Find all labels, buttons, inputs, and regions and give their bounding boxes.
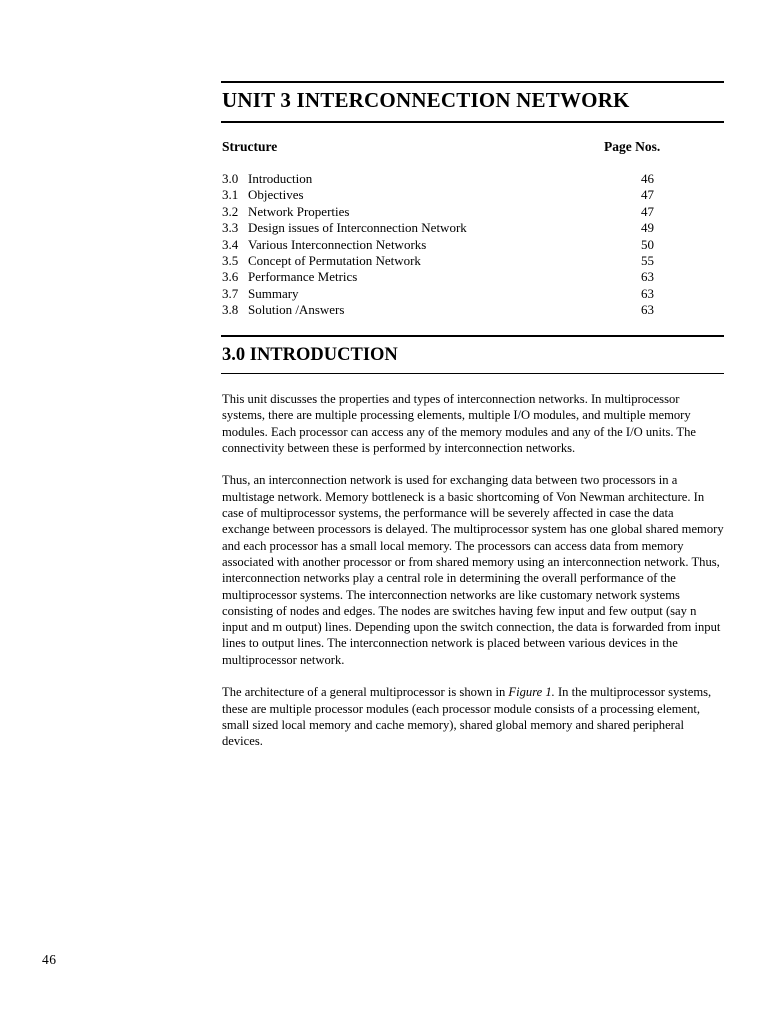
table-of-contents: [222, 171, 654, 319]
toc-page-number: 63: [641, 269, 654, 285]
toc-row: [222, 253, 654, 269]
toc-number: 3.5: [222, 252, 239, 268]
page-nos-heading: Page Nos.: [604, 139, 661, 154]
toc-number: 3.8: [222, 302, 239, 318]
title-top-rule: [221, 81, 724, 83]
toc-row: [222, 204, 654, 220]
toc-title: Various Interconnection Networks: [248, 236, 427, 252]
toc-number: 3.4: [222, 236, 239, 252]
page-number: 46: [42, 952, 57, 967]
toc-title: Objectives: [248, 187, 304, 203]
toc-number: 3.1: [222, 187, 239, 203]
toc-title: Solution /Answers: [248, 302, 345, 318]
toc-title: Summary: [248, 285, 299, 301]
toc-row: [222, 187, 654, 203]
toc-number: 3.2: [222, 203, 239, 219]
section-bottom-rule: [221, 373, 724, 374]
toc-number: 3.7: [222, 285, 239, 301]
paragraph-1: This unit discusses the properties and types of interconnection networks. In multiprocessor systems, there are multiple processing elements, multiple I/O modules, and multiple memory modules. Each processor can access any of the memory modules and any of the I/O units. The connectivity between these is performed by interconnection networks.: [222, 392, 696, 455]
unit-title: UNIT 3 INTERCONNECTION NETWORK: [222, 88, 630, 112]
toc-page-number: 55: [641, 252, 654, 268]
toc-row: [222, 237, 654, 253]
section-body: [222, 391, 724, 766]
toc-row: [222, 302, 654, 318]
paragraph-2: Thus, an interconnection network is used for exchanging data between two processors in a multistage network. Memory bottleneck is a basic shortcoming of Von Newman architecture. In case of multiprocessor systems, the performance will be severely affected in case the data exchange between processors is delayed. The multiprocessor system has one global shared memory and each processor has a small local memory. The processors can access data from memory associated with another processor or from shared memory using an interconnection network. Thus, interconnection networks play a central role in determining the overall performance of the multiprocessor systems. The interconnection networks are like customary network systems consisting of nodes and edges. The nodes are switches having few input and few output (say n input and m output) lines. Depending upon the switch connection, the data is forwarded from input lines to output lines. The interconnection network is placed between various devices in the multiprocessor network.: [222, 473, 724, 667]
toc-title: Concept of Permutation Network: [248, 252, 421, 268]
structure-heading: Structure: [222, 139, 278, 154]
toc-page-number: 47: [641, 187, 654, 203]
toc-row: [222, 220, 654, 236]
section-title: 3.0 INTRODUCTION: [222, 345, 398, 365]
toc-page-number: 46: [641, 171, 654, 186]
toc-title: Network Properties: [248, 203, 350, 219]
figure-reference: Figure 1.: [508, 685, 555, 700]
paragraph-3-start: The architecture of a general multiprocessor is shown in: [222, 685, 509, 700]
section-top-rule: [221, 335, 724, 337]
toc-title: Design issues of Interconnection Network: [248, 220, 467, 236]
toc-title: Introduction: [248, 171, 313, 186]
paragraph-3-end: In the multiprocessor systems, these are multiple processor modules (each processor module consists of a processing element, small sized local memory and cache memory), shared global memory and shared peripheral devices.: [222, 685, 712, 749]
toc-number: 3.3: [222, 220, 239, 236]
paragraph-3: [222, 684, 724, 749]
toc-title: Performance Metrics: [248, 269, 358, 285]
toc-row: [222, 269, 654, 285]
toc-page-number: 63: [641, 285, 654, 301]
toc-page-number: 47: [641, 203, 654, 219]
toc-page-number: 49: [641, 220, 654, 236]
toc-page-number: 50: [641, 236, 654, 252]
toc-row: [222, 171, 654, 187]
toc-page-number: 63: [641, 302, 654, 318]
toc-number: 3.0: [222, 171, 239, 186]
toc-number: 3.6: [222, 269, 239, 285]
title-bottom-rule: [221, 121, 724, 123]
toc-row: [222, 286, 654, 302]
